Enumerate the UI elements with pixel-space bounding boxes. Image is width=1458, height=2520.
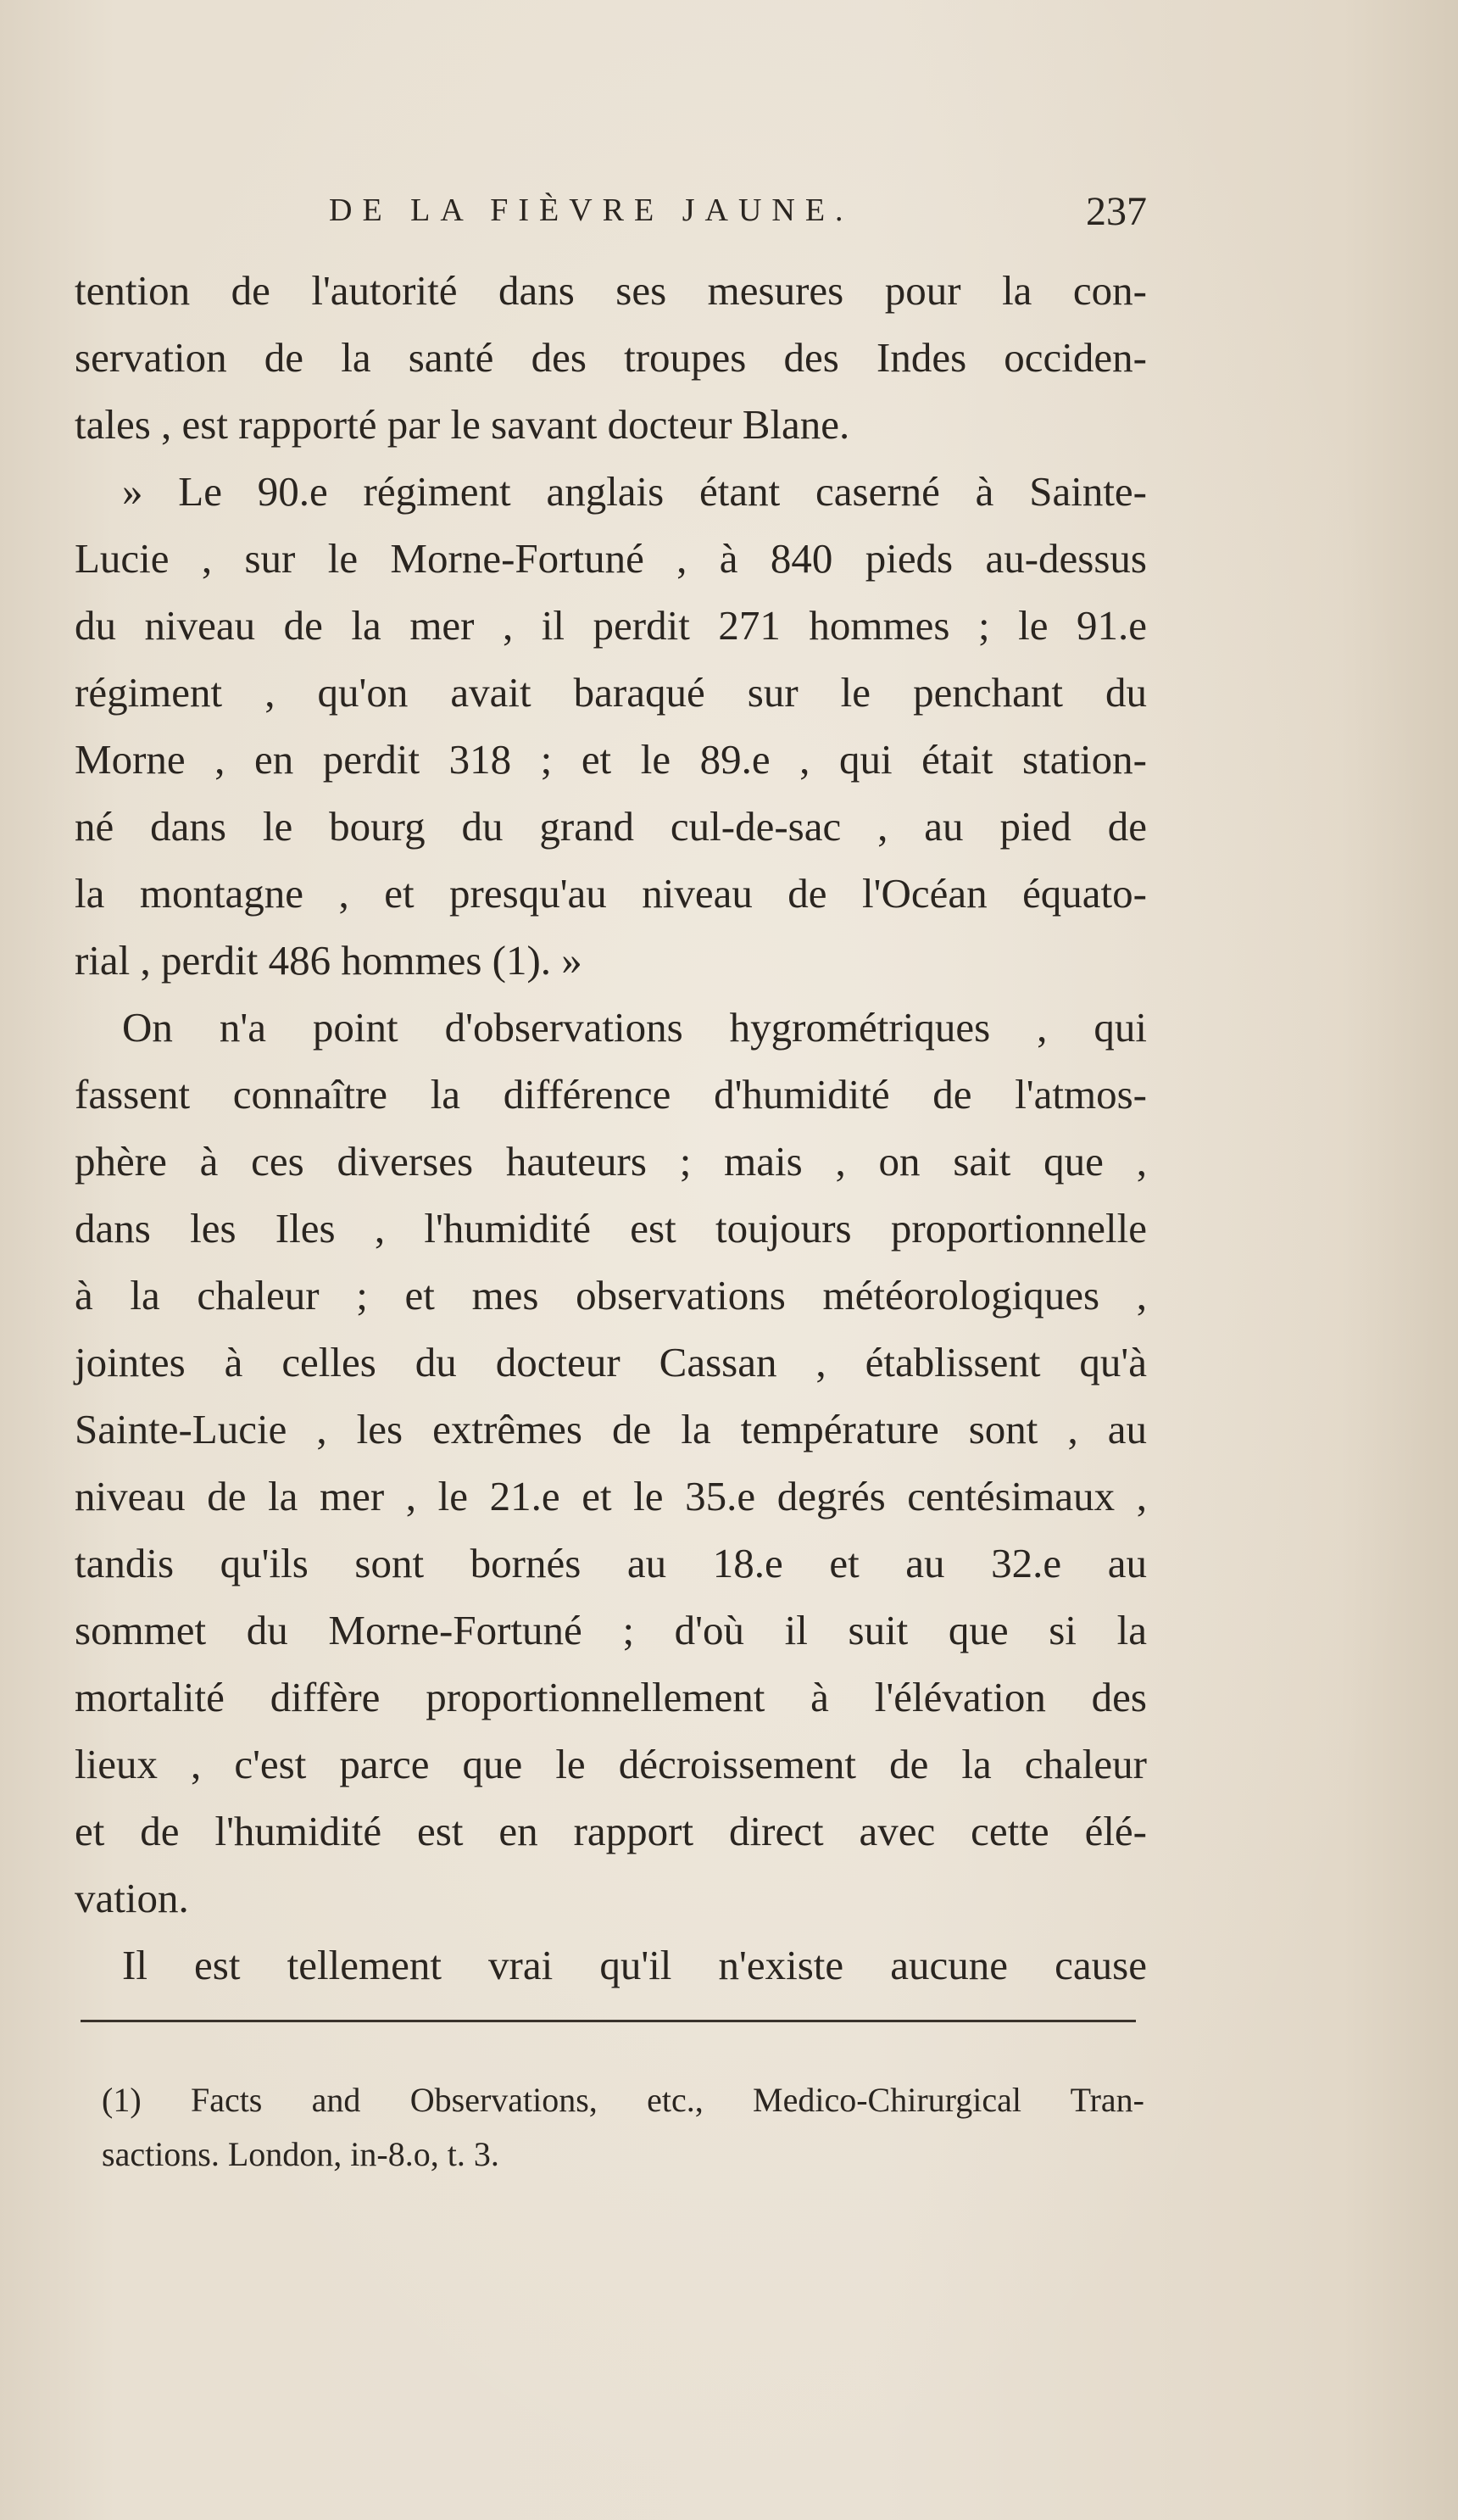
text-line: tales , est rapporté par le savant docteur Blane.: [75, 401, 850, 448]
text-line: Morne , en perdit 318 ; et le 89.e , qui était station-: [75, 736, 1147, 783]
text-line: et de l'humidité est en rapport direct avec cette élé-: [75, 1808, 1147, 1854]
text-line: » Le 90.e régiment anglais étant caserné à Sainte-: [122, 468, 1147, 515]
text-line: fassent connaître la différence d'humidité de l'atmos-: [75, 1071, 1147, 1118]
running-head: DE LA FIÈVRE JAUNE.: [329, 192, 854, 228]
text-line: la montagne , et presqu'au niveau de l'Océan équato-: [75, 870, 1147, 917]
text-line: dans les Iles , l'humidité est toujours proportionnelle: [75, 1205, 1147, 1252]
text-line: à la chaleur ; et mes observations météorologiques ,: [75, 1272, 1147, 1319]
text-line: né dans le bourg du grand cul-de-sac , au pied de: [75, 803, 1147, 850]
page-header: [75, 189, 1147, 243]
text-line: Il est tellement vrai qu'il n'existe aucune cause: [122, 1942, 1147, 1988]
footnote-line: sactions. London, in-8.o, t. 3.: [102, 2135, 499, 2173]
text-line: servation de la santé des troupes des Indes occiden-: [75, 334, 1147, 381]
footnote-rule: [81, 2020, 1136, 2022]
text-line: Sainte-Lucie , les extrêmes de la température sont , au: [75, 1406, 1147, 1452]
text-line: sommet du Morne-Fortuné ; d'où il suit que si la: [75, 1607, 1147, 1653]
text-line: mortalité diffère proportionnellement à l'élévation des: [75, 1674, 1147, 1720]
text-line: du niveau de la mer , il perdit 271 hommes ; le 91.e: [75, 602, 1147, 649]
page-number: 237: [1086, 189, 1147, 234]
text-line: phère à ces diverses hauteurs ; mais , on sait que ,: [75, 1138, 1147, 1185]
text-line: vation.: [75, 1875, 189, 1921]
text-line: lieux , c'est parce que le décroissement de la chaleur: [75, 1741, 1147, 1787]
text-line: tention de l'autorité dans ses mesures pour la con-: [75, 267, 1147, 314]
footnote: [102, 2073, 1144, 2182]
text-line: jointes à celles du docteur Cassan , établissent qu'à: [75, 1339, 1147, 1385]
text-line: tandis qu'ils sont bornés au 18.e et au 32.e au: [75, 1540, 1147, 1586]
text-line: régiment , qu'on avait baraqué sur le penchant du: [75, 669, 1147, 716]
text-line: niveau de la mer , le 21.e et le 35.e degrés centésimaux ,: [75, 1473, 1147, 1519]
body-text: [75, 257, 1147, 1999]
text-line: On n'a point d'observations hygrométriques , qui: [122, 1004, 1147, 1051]
footnote-line: (1) Facts and Observations, etc., Medico-Chirurgical Tran-: [102, 2081, 1144, 2119]
text-line: Lucie , sur le Morne-Fortuné , à 840 pieds au-dessus: [75, 535, 1147, 582]
text-line: rial , perdit 486 hommes (1). »: [75, 937, 582, 984]
